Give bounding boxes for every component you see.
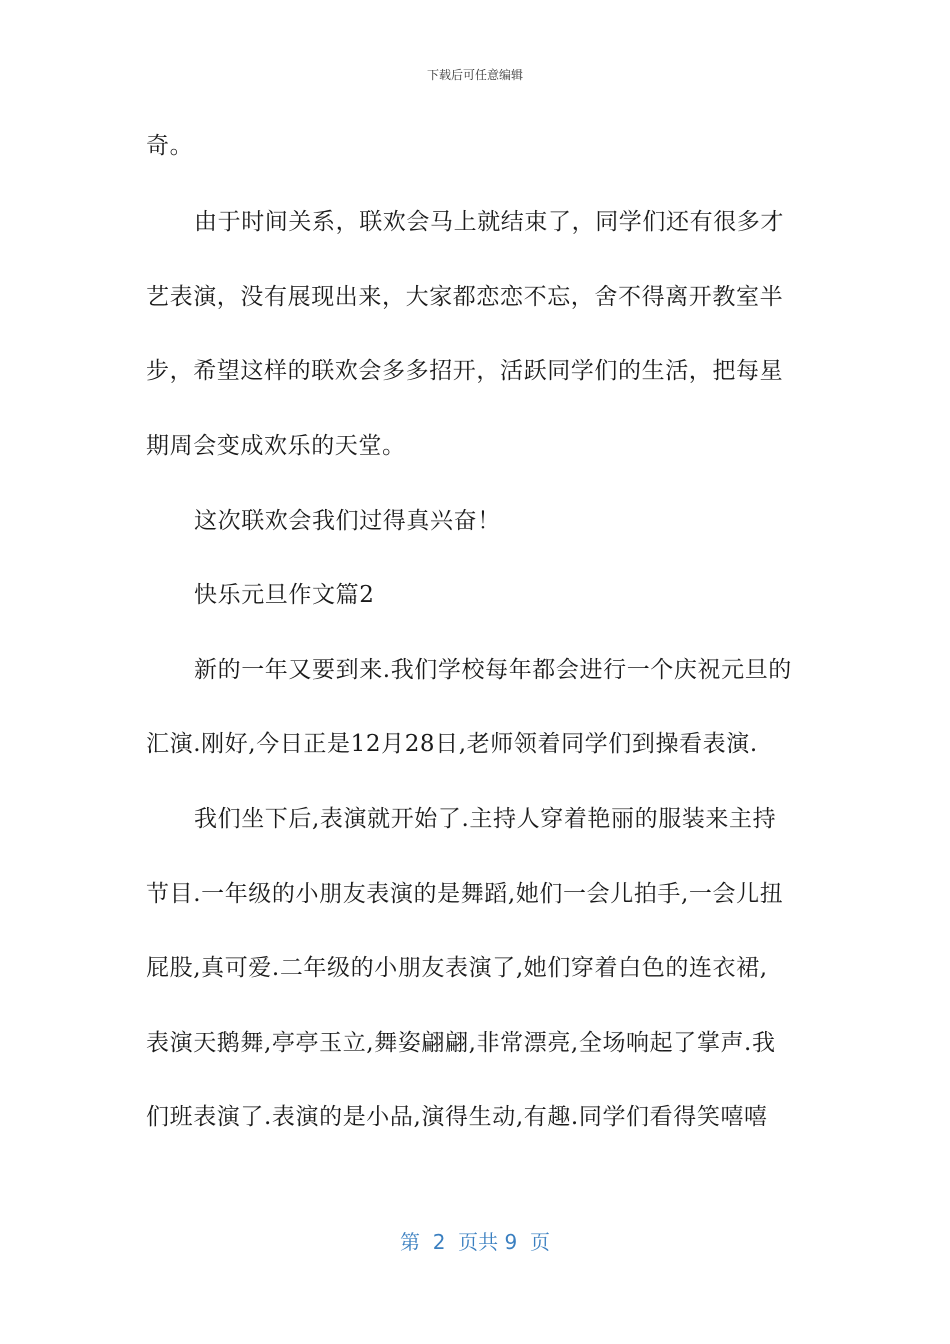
- page-header-note: 下载后可任意编辑: [426, 68, 523, 82]
- body-line: 艺表演，没有展现出来，大家都恋恋不忘，舍不得离开教室半: [146, 284, 784, 310]
- page-number-footer: 第 2 页共 9 页: [400, 1230, 550, 1254]
- body-line: 新的一年又要到来.我们学校每年都会进行一个庆祝元旦的: [194, 657, 792, 683]
- body-line: 节目.一年级的小朋友表演的是舞蹈,她们一会儿拍手,一会儿扭: [146, 881, 784, 907]
- section-heading: 快乐元旦作文篇2: [194, 582, 375, 608]
- body-line: 表演天鹅舞,亭亭玉立,舞姿翩翩,非常漂亮,全场响起了掌声.我: [146, 1030, 776, 1056]
- body-line: 们班表演了.表演的是小品,演得生动,有趣.同学们看得笑嘻嘻: [146, 1104, 768, 1130]
- body-line: 我们坐下后,表演就开始了.主持人穿着艳丽的服装来主持: [194, 806, 777, 832]
- body-line: 汇演.刚好,今日正是12月28日,老师领着同学们到操看表演.: [146, 731, 758, 757]
- body-line: 屁股,真可爱.二年级的小朋友表演了,她们穿着白色的连衣裙,: [146, 955, 768, 981]
- body-line: 由于时间关系，联欢会马上就结束了，同学们还有很多才: [194, 209, 784, 235]
- body-line: 奇。: [146, 133, 194, 159]
- body-line: 步，希望这样的联欢会多多招开，活跃同学们的生活，把每星: [146, 358, 784, 384]
- body-line: 期周会变成欢乐的天堂。: [146, 433, 406, 459]
- body-line: 这次联欢会我们过得真兴奋！: [194, 508, 501, 534]
